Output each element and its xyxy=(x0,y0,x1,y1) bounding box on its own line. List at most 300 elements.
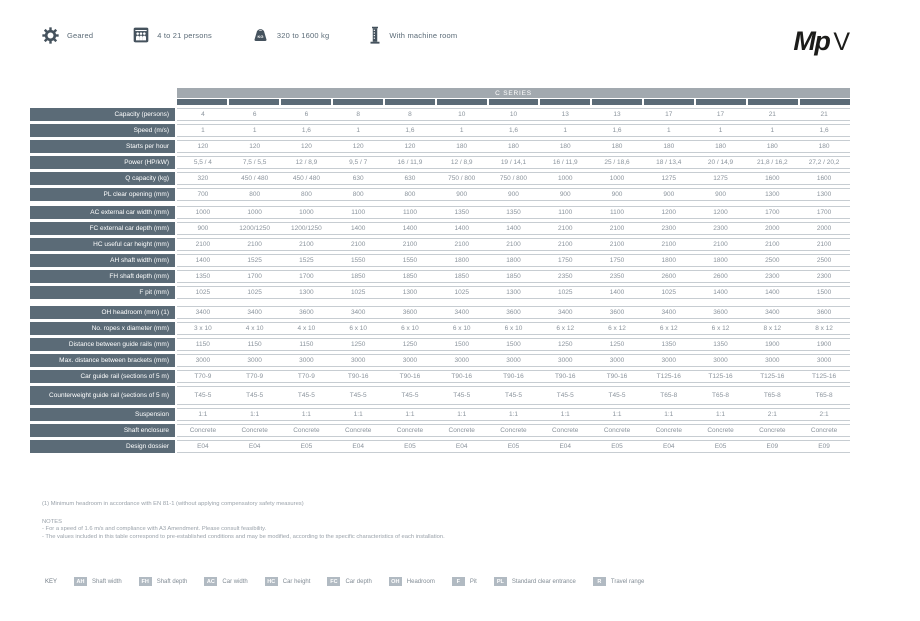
cell: 3000 xyxy=(281,354,333,367)
table-row xyxy=(30,188,850,201)
cell: 1,6 xyxy=(384,124,436,137)
cell: 1300 xyxy=(746,188,798,201)
cell: E09 xyxy=(798,440,850,453)
cell: T45-5 xyxy=(488,386,540,405)
key-badge: F xyxy=(452,577,465,586)
cell: T125-16 xyxy=(695,370,747,383)
cell: 12 / 8,9 xyxy=(281,156,333,169)
cell: 2350 xyxy=(591,270,643,283)
note-line: - The values included in this table correspond to pre-established conditions and may be modified, according to the specific characteristics of each installation. xyxy=(42,533,445,540)
row-label: Counterweight guide rail (sections of 5 m) xyxy=(30,386,175,405)
cell: 180 xyxy=(643,140,695,153)
cell: 1100 xyxy=(591,206,643,219)
cell: 1000 xyxy=(281,206,333,219)
spec-table xyxy=(30,88,850,454)
cell: 1400 xyxy=(488,222,540,235)
cell: 1025 xyxy=(332,286,384,299)
cell: 2100 xyxy=(798,238,850,251)
key-title: KEY xyxy=(45,578,58,585)
key-item xyxy=(139,577,188,586)
table-row xyxy=(30,156,850,169)
cell: 1025 xyxy=(229,286,281,299)
cell: 1150 xyxy=(177,338,229,351)
cell: 3600 xyxy=(281,306,333,319)
cell: 1850 xyxy=(436,270,488,283)
cell: 2600 xyxy=(643,270,695,283)
cell: T45-5 xyxy=(177,386,229,405)
cell: 1:1 xyxy=(384,408,436,421)
cell: E05 xyxy=(281,440,333,453)
row-label: Car guide rail (sections of 5 m) xyxy=(30,370,175,383)
table-row xyxy=(30,172,850,185)
cell: 2100 xyxy=(177,238,229,251)
row-group xyxy=(30,156,850,185)
cell: 1:1 xyxy=(177,408,229,421)
cell: 6 x 12 xyxy=(591,322,643,335)
cell: 19 / 14,1 xyxy=(488,156,540,169)
cell: 1525 xyxy=(281,254,333,267)
cell: 1200 xyxy=(695,206,747,219)
cell: 21 xyxy=(746,108,798,121)
key-text: Headroom xyxy=(406,578,435,585)
cell: 1400 xyxy=(177,254,229,267)
cell: 1:1 xyxy=(229,408,281,421)
cell: 12 / 8,9 xyxy=(436,156,488,169)
cell: 17 xyxy=(643,108,695,121)
cell: 1 xyxy=(695,124,747,137)
cell: 1000 xyxy=(591,172,643,185)
cell: Concrete xyxy=(591,424,643,437)
feature-geared xyxy=(42,27,93,44)
cell: 900 xyxy=(488,188,540,201)
cell: Concrete xyxy=(798,424,850,437)
table-row xyxy=(30,354,850,367)
cell: 3400 xyxy=(436,306,488,319)
table-row xyxy=(30,440,850,453)
table-row xyxy=(30,222,850,235)
cell: T45-5 xyxy=(332,386,384,405)
cell: 1300 xyxy=(798,188,850,201)
table-row xyxy=(30,424,850,437)
cell: 21,8 / 16,2 xyxy=(746,156,798,169)
cell: 1:1 xyxy=(281,408,333,421)
column-header-segment xyxy=(489,99,539,105)
cell: 180 xyxy=(746,140,798,153)
cell: 1:1 xyxy=(591,408,643,421)
column-header-segment xyxy=(696,99,746,105)
cell: 800 xyxy=(281,188,333,201)
cell: T90-16 xyxy=(332,370,384,383)
cell: 120 xyxy=(332,140,384,153)
cell: T70-9 xyxy=(229,370,281,383)
cell: Concrete xyxy=(384,424,436,437)
cell: T65-8 xyxy=(746,386,798,405)
row-group xyxy=(30,188,850,201)
cell: E04 xyxy=(643,440,695,453)
cell: T90-16 xyxy=(488,370,540,383)
cell: 1300 xyxy=(488,286,540,299)
cell: 2350 xyxy=(539,270,591,283)
cell: 180 xyxy=(436,140,488,153)
cell: 630 xyxy=(384,172,436,185)
cell: T90-16 xyxy=(384,370,436,383)
cell: 320 xyxy=(177,172,229,185)
cell: E05 xyxy=(384,440,436,453)
cell: 2000 xyxy=(746,222,798,235)
cell: 3000 xyxy=(798,354,850,367)
cell: 3000 xyxy=(539,354,591,367)
cell: 2100 xyxy=(229,238,281,251)
cell: 1300 xyxy=(281,286,333,299)
brand-logo xyxy=(793,28,850,55)
cell: 180 xyxy=(798,140,850,153)
cell: 800 xyxy=(384,188,436,201)
key-text: Pit xyxy=(469,578,477,585)
cell: 2:1 xyxy=(798,408,850,421)
cell: 1 xyxy=(332,124,384,137)
cell: 2100 xyxy=(436,238,488,251)
cell: 10 xyxy=(436,108,488,121)
table-row xyxy=(30,408,850,421)
cell: T70-9 xyxy=(281,370,333,383)
cell: 900 xyxy=(539,188,591,201)
cell: 120 xyxy=(384,140,436,153)
cell: 700 xyxy=(177,188,229,201)
cell: 17 xyxy=(695,108,747,121)
cell: T70-9 xyxy=(177,370,229,383)
row-label: FH shaft depth (mm) xyxy=(30,270,175,283)
cell: 450 / 480 xyxy=(281,172,333,185)
cell: 20 / 14,9 xyxy=(695,156,747,169)
svg-text:KG: KG xyxy=(257,34,264,39)
cell: 13 xyxy=(591,108,643,121)
cell: 1800 xyxy=(695,254,747,267)
cell: 8 x 12 xyxy=(798,322,850,335)
key-badge: FC xyxy=(327,577,340,586)
cell: 6 xyxy=(281,108,333,121)
cell: 6 x 10 xyxy=(436,322,488,335)
row-group xyxy=(30,108,850,153)
cell: 1700 xyxy=(229,270,281,283)
feature-list xyxy=(42,26,457,44)
cell: Concrete xyxy=(746,424,798,437)
cell: 2100 xyxy=(384,238,436,251)
cell: 1800 xyxy=(436,254,488,267)
table-row xyxy=(30,306,850,319)
cell: 120 xyxy=(177,140,229,153)
cell: T45-5 xyxy=(384,386,436,405)
cell: 2300 xyxy=(746,270,798,283)
row-label: Q capacity (kg) xyxy=(30,172,175,185)
cell: 180 xyxy=(539,140,591,153)
column-header-segment xyxy=(177,99,227,105)
table-row xyxy=(30,338,850,351)
cell: 120 xyxy=(281,140,333,153)
cell: 1,6 xyxy=(798,124,850,137)
cell: 1300 xyxy=(384,286,436,299)
feature-load xyxy=(252,27,329,43)
cell: 1000 xyxy=(539,172,591,185)
key-item xyxy=(494,577,576,586)
table-row xyxy=(30,386,850,405)
cell: 900 xyxy=(177,222,229,235)
cell: 7,5 / 5,5 xyxy=(229,156,281,169)
cell: T65-8 xyxy=(695,386,747,405)
cell: 1025 xyxy=(436,286,488,299)
cell: 1600 xyxy=(746,172,798,185)
cell: 1100 xyxy=(332,206,384,219)
row-label: OH headroom (mm) (1) xyxy=(30,306,175,319)
cell: E04 xyxy=(177,440,229,453)
row-label: AC external car width (mm) xyxy=(30,206,175,219)
cell: 900 xyxy=(643,188,695,201)
cell: Concrete xyxy=(177,424,229,437)
cell: 18 / 13,4 xyxy=(643,156,695,169)
cell: 2500 xyxy=(746,254,798,267)
cell: 2600 xyxy=(695,270,747,283)
cell: 2100 xyxy=(332,238,384,251)
cell: 1025 xyxy=(539,286,591,299)
cell: 3000 xyxy=(436,354,488,367)
series-header xyxy=(177,88,850,98)
cell: 900 xyxy=(436,188,488,201)
cell: 10 xyxy=(488,108,540,121)
cell: E04 xyxy=(332,440,384,453)
feature-label: 320 to 1600 kg xyxy=(276,30,330,40)
cell: 13 xyxy=(539,108,591,121)
cell: 180 xyxy=(695,140,747,153)
series-title: C SERIES xyxy=(495,89,532,97)
cell: 1900 xyxy=(798,338,850,351)
cell: 4 x 10 xyxy=(281,322,333,335)
cell: 1350 xyxy=(488,206,540,219)
note-line: - For a speed of 1.6 m/s and compliance with A3 Amendment. Please consult feasibility. xyxy=(42,526,267,532)
cell: 2000 xyxy=(798,222,850,235)
cell: 1400 xyxy=(332,222,384,235)
cell: 3600 xyxy=(384,306,436,319)
row-label: Capacity (persons) xyxy=(30,108,175,121)
key-badge: FH xyxy=(139,577,152,586)
key-item xyxy=(452,577,477,586)
cell: 8 xyxy=(384,108,436,121)
column-header-segment xyxy=(540,99,590,105)
row-label: Distance between guide rails (mm) xyxy=(30,338,175,351)
cell: 8 x 12 xyxy=(746,322,798,335)
key-text: Car width xyxy=(222,578,248,585)
cell: 2100 xyxy=(488,238,540,251)
cell: 1:1 xyxy=(332,408,384,421)
key-legend xyxy=(45,577,644,586)
cell: 750 / 800 xyxy=(488,172,540,185)
cell: 2300 xyxy=(643,222,695,235)
cell: 16 / 11,9 xyxy=(384,156,436,169)
row-label: FC external car depth (mm) xyxy=(30,222,175,235)
column-header-segment xyxy=(385,99,435,105)
cell: T45-5 xyxy=(281,386,333,405)
cell: 6 x 10 xyxy=(384,322,436,335)
column-header-segment xyxy=(800,99,850,105)
cell: 1500 xyxy=(436,338,488,351)
cell: 1,6 xyxy=(488,124,540,137)
cell: 1150 xyxy=(281,338,333,351)
cell: 2100 xyxy=(591,238,643,251)
cell: 1:1 xyxy=(436,408,488,421)
cell: Concrete xyxy=(539,424,591,437)
cell: 1550 xyxy=(384,254,436,267)
table-row xyxy=(30,206,850,219)
table-row xyxy=(30,254,850,267)
cell: 1200 xyxy=(643,206,695,219)
cell: 1 xyxy=(229,124,281,137)
table-row xyxy=(30,322,850,335)
cell: Concrete xyxy=(643,424,695,437)
cell: 450 / 480 xyxy=(229,172,281,185)
cell: 3000 xyxy=(695,354,747,367)
cell: 1850 xyxy=(384,270,436,283)
key-badge: OH xyxy=(389,577,402,586)
key-text: Standard clear entrance xyxy=(511,578,576,585)
weight-icon xyxy=(252,27,269,43)
cell: 9,5 / 7 xyxy=(332,156,384,169)
cell: 3000 xyxy=(384,354,436,367)
cell: 800 xyxy=(332,188,384,201)
key-text: Car depth xyxy=(345,578,372,585)
cell: T45-5 xyxy=(539,386,591,405)
cell: 3000 xyxy=(643,354,695,367)
key-item xyxy=(593,577,644,586)
cell: 25 / 18,6 xyxy=(591,156,643,169)
cell: 3000 xyxy=(488,354,540,367)
cell: 27,2 / 20,2 xyxy=(798,156,850,169)
table-row xyxy=(30,124,850,137)
cell: 1:1 xyxy=(695,408,747,421)
cell: 1 xyxy=(746,124,798,137)
cell: 2100 xyxy=(591,222,643,235)
cell: T45-5 xyxy=(591,386,643,405)
cell: T125-16 xyxy=(643,370,695,383)
cell: 1:1 xyxy=(488,408,540,421)
cell: 5,5 / 4 xyxy=(177,156,229,169)
cell: 21 xyxy=(798,108,850,121)
row-label: HC useful car height (mm) xyxy=(30,238,175,251)
cell: 2:1 xyxy=(746,408,798,421)
cell: T90-16 xyxy=(539,370,591,383)
logo-mp: Mp xyxy=(793,26,830,56)
cell: 1400 xyxy=(384,222,436,235)
table-body xyxy=(30,108,850,453)
cell: 3 x 10 xyxy=(177,322,229,335)
key-text: Shaft depth xyxy=(156,578,188,585)
cell: E09 xyxy=(746,440,798,453)
cell: Concrete xyxy=(281,424,333,437)
cell: 4 xyxy=(177,108,229,121)
cell: 3400 xyxy=(229,306,281,319)
table-row xyxy=(30,238,850,251)
cell: 3400 xyxy=(746,306,798,319)
row-label: F pit (mm) xyxy=(30,286,175,299)
cell: 2100 xyxy=(643,238,695,251)
cell: 1,6 xyxy=(281,124,333,137)
row-label: Suspension xyxy=(30,408,175,421)
cell: 1800 xyxy=(488,254,540,267)
table-row xyxy=(30,140,850,153)
cell: 1400 xyxy=(746,286,798,299)
cell: 3000 xyxy=(746,354,798,367)
cell: E04 xyxy=(229,440,281,453)
cell: 1:1 xyxy=(643,408,695,421)
cell: 1800 xyxy=(643,254,695,267)
row-label: Max. distance between brackets (mm) xyxy=(30,354,175,367)
cell: 1250 xyxy=(539,338,591,351)
cell: 900 xyxy=(591,188,643,201)
feature-label: 4 to 21 persons xyxy=(157,30,212,40)
cell: 1600 xyxy=(798,172,850,185)
cell: Concrete xyxy=(229,424,281,437)
cell: 1700 xyxy=(281,270,333,283)
cell: 1250 xyxy=(332,338,384,351)
feature-label: Geared xyxy=(67,30,94,40)
cell: 6 xyxy=(229,108,281,121)
cell: 2300 xyxy=(798,270,850,283)
cell: Concrete xyxy=(488,424,540,437)
cell: 1525 xyxy=(229,254,281,267)
key-item xyxy=(74,577,122,586)
column-header-segment xyxy=(592,99,642,105)
cell: E04 xyxy=(539,440,591,453)
gear-icon xyxy=(42,27,59,44)
row-label: Starts per hour xyxy=(30,140,175,153)
row-label: Shaft enclosure xyxy=(30,424,175,437)
cell: 1750 xyxy=(539,254,591,267)
cell: 1:1 xyxy=(539,408,591,421)
cell: 1400 xyxy=(591,286,643,299)
top-bar xyxy=(42,26,850,55)
cell: 2500 xyxy=(798,254,850,267)
cell: E05 xyxy=(591,440,643,453)
cell: 1 xyxy=(539,124,591,137)
cell: 1350 xyxy=(643,338,695,351)
cell: 1100 xyxy=(384,206,436,219)
key-text: Shaft width xyxy=(92,578,122,585)
cell: Concrete xyxy=(332,424,384,437)
row-label: AH shaft width (mm) xyxy=(30,254,175,267)
key-badge: PL xyxy=(494,577,507,586)
cell: T65-8 xyxy=(798,386,850,405)
cell: 1250 xyxy=(591,338,643,351)
feature-label: With machine room xyxy=(389,30,458,40)
persons-icon xyxy=(133,27,149,43)
cell: 4 x 10 xyxy=(229,322,281,335)
row-label: PL clear opening (mm) xyxy=(30,188,175,201)
feature-persons xyxy=(133,27,212,43)
column-header-segment xyxy=(229,99,279,105)
cell: 3600 xyxy=(695,306,747,319)
row-label: Speed (m/s) xyxy=(30,124,175,137)
cell: 2100 xyxy=(539,238,591,251)
cell: 180 xyxy=(591,140,643,153)
cell: 1 xyxy=(643,124,695,137)
cell: T65-8 xyxy=(643,386,695,405)
cell: 1850 xyxy=(332,270,384,283)
cell: 8 xyxy=(332,108,384,121)
cell: T125-16 xyxy=(798,370,850,383)
cell: 180 xyxy=(488,140,540,153)
cell: 1550 xyxy=(332,254,384,267)
cell: 1150 xyxy=(229,338,281,351)
cell: 3400 xyxy=(643,306,695,319)
cell: 900 xyxy=(695,188,747,201)
cell: 6 x 12 xyxy=(695,322,747,335)
